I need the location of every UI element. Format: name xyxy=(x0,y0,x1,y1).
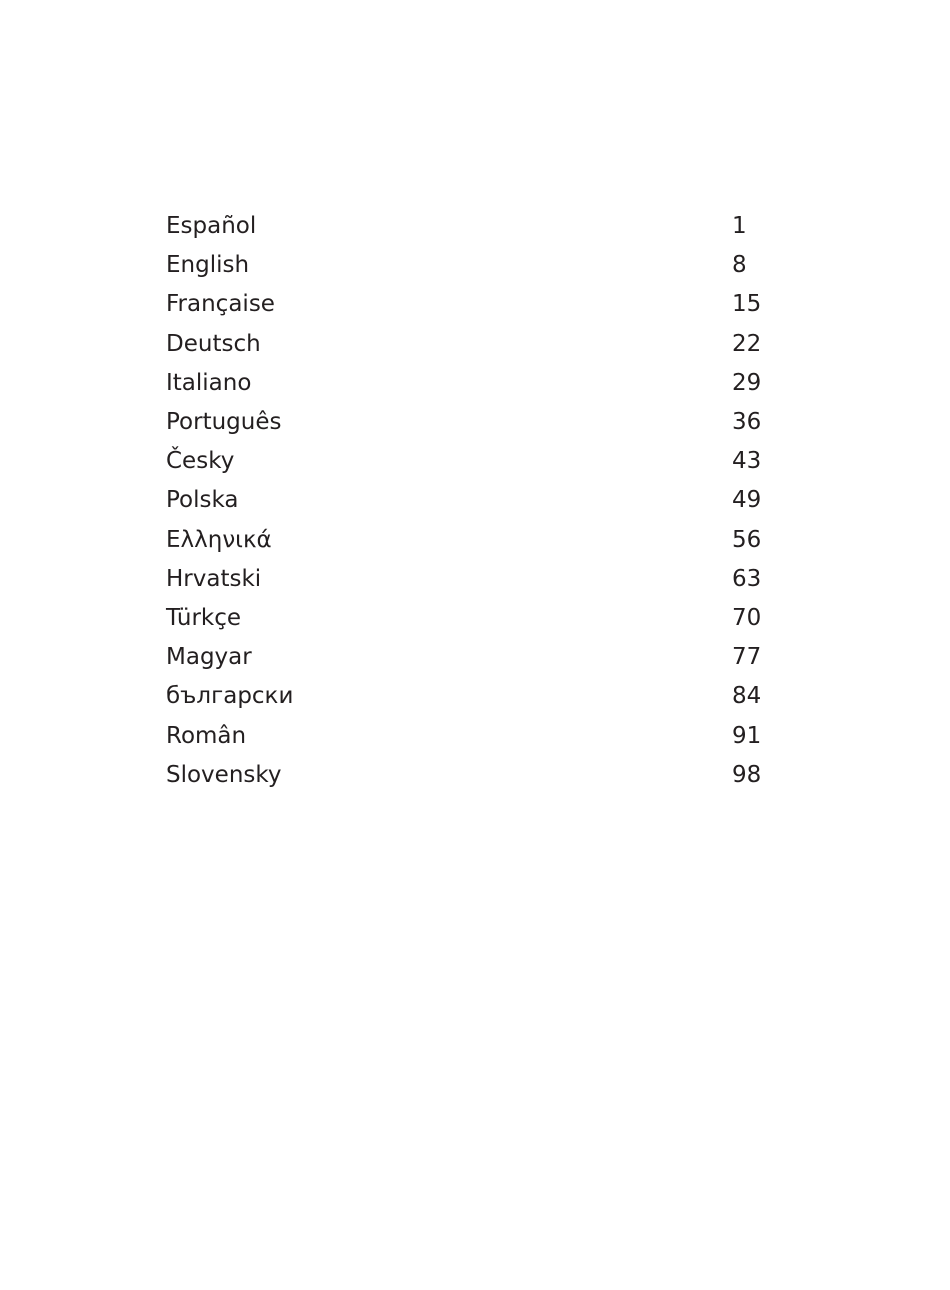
toc-language: Magyar xyxy=(166,644,252,671)
toc-page-number: 56 xyxy=(732,526,762,553)
toc-entry-roman[interactable] xyxy=(166,716,776,755)
toc-page-number: 22 xyxy=(732,330,762,357)
toc-entry-espanol[interactable] xyxy=(166,207,776,246)
toc-entry-deutsch[interactable] xyxy=(166,325,776,364)
toc-entry-slovensky[interactable] xyxy=(166,756,776,795)
toc-language: български xyxy=(166,683,294,710)
language-table-of-contents xyxy=(166,207,776,795)
toc-language: Român xyxy=(166,722,247,749)
toc-language: Türkçe xyxy=(166,604,242,631)
toc-language: Português xyxy=(166,409,282,436)
toc-entry-cesky[interactable] xyxy=(166,442,776,481)
toc-page-number: 70 xyxy=(732,604,762,631)
toc-entry-magyar[interactable] xyxy=(166,638,776,677)
toc-page-number: 29 xyxy=(732,369,762,396)
toc-language: Deutsch xyxy=(166,330,261,357)
toc-language: Hrvatski xyxy=(166,565,262,592)
toc-page-number: 8 xyxy=(732,252,747,279)
toc-language: Polska xyxy=(166,487,239,514)
toc-language: Française xyxy=(166,291,275,318)
toc-language: Ελληνικά xyxy=(166,526,272,553)
toc-page-number: 98 xyxy=(732,761,762,788)
toc-entry-portugues[interactable] xyxy=(166,403,776,442)
toc-page-number: 15 xyxy=(732,291,762,318)
toc-entry-francaise[interactable] xyxy=(166,285,776,324)
toc-page-number: 77 xyxy=(732,644,762,671)
toc-language: Slovensky xyxy=(166,761,282,788)
toc-entry-ellinika[interactable] xyxy=(166,521,776,560)
toc-language: Español xyxy=(166,213,257,240)
toc-language: Italiano xyxy=(166,369,252,396)
toc-page-number: 63 xyxy=(732,565,762,592)
toc-page-number: 36 xyxy=(732,409,762,436)
toc-entry-english[interactable] xyxy=(166,246,776,285)
toc-page-number: 1 xyxy=(732,213,747,240)
toc-entry-hrvatski[interactable] xyxy=(166,560,776,599)
toc-entry-balgarski[interactable] xyxy=(166,677,776,716)
toc-page-number: 84 xyxy=(732,683,762,710)
toc-entry-italiano[interactable] xyxy=(166,364,776,403)
toc-entry-turkce[interactable] xyxy=(166,599,776,638)
toc-page-number: 43 xyxy=(732,448,762,475)
toc-page-number: 91 xyxy=(732,722,762,749)
toc-entry-polska[interactable] xyxy=(166,481,776,520)
toc-language: English xyxy=(166,252,250,279)
toc-page-number: 49 xyxy=(732,487,762,514)
toc-language: Česky xyxy=(166,448,235,475)
